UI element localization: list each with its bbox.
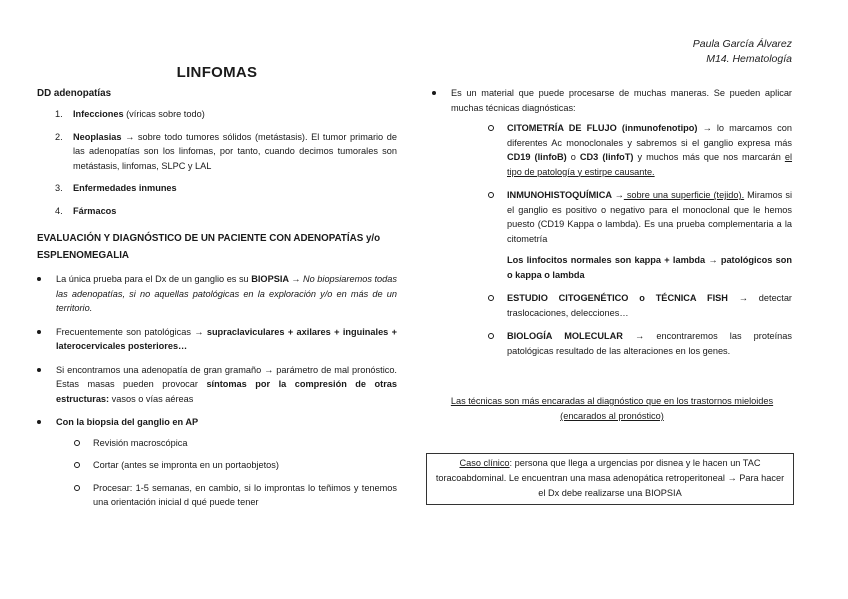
bullet-icon [37, 277, 41, 281]
clinical-case-label: Caso clínico [459, 458, 510, 468]
eval-bullet: Con la biopsia del ganglio en AP Revisión macroscópica Cortar (antes se impronta en un portaobjetos) Procesar: 1-5 semanas, en cambio, si lo improntas lo teñimos y tenemos una orientación inicial d qué puede tener [37, 415, 397, 510]
circle-bullet-icon [488, 295, 494, 301]
bullet-icon [432, 91, 436, 95]
bullet-icon [37, 368, 41, 372]
left-column [37, 66, 397, 519]
biopsy-step: Procesar: 1-5 semanas, en cambio, si lo improntas lo teñimos y tenemos una orientación inicial d qué puede tener [56, 481, 397, 510]
clinical-case-text: : persona que llega a urgencias por disnea y le hacen un TAC toracoabdominal. Le encuentran una masa adenopática retroperitoneal → Para hacer el Dx debe realizarse una BIOPSIA [435, 458, 785, 498]
eval-list [37, 272, 397, 510]
biopsy-steps [56, 436, 397, 510]
biopsy-step: Cortar (antes se impronta en un portaobjetos) [56, 458, 397, 473]
course-name: M14. Hematología [706, 53, 792, 65]
page-header [693, 37, 792, 67]
circle-bullet-icon [74, 440, 80, 446]
kappa-lambda-note: Los linfocitos normales son kappa + lambda → patológicos son o kappa o lambda [507, 255, 792, 280]
author-name: Paula García Álvarez [692, 38, 792, 50]
intro-bullet: Es un material que puede procesarse de muchas maneras. Se pueden aplicar muchas técnicas diagnósticas: CITOMETRÍA DE FLUJO (inmunofenotipo) → lo marcamos con diferentes Ac monoclonales y sabremos si el ganglio expresa más CD19 (linfoB) o CD3 (linfoT) y muchos más que nos marcarán el tipo de patología y estirpe causante. INMUNOHISTOQUÍMICA → sobre una superficie (tejido). Miramos si el ganglio es positivo o negativo para el monoclonal que le hemos puesto (CD19 Kappa o lambda). Es una prueba complementaria a la citometría Los linfocitos normales son kappa + lambda → patológicos son o kappa o lambda ESTUDIO CITOGENÉTICO o TÉCNICA FISH → detectar traslocaciones, delecciones… BIOLOGÍA MOLECULAR → encontraremos las proteínas patológicas resultado de las alteraciones en los genes. [432, 86, 792, 358]
eval-heading: EVALUACIÓN Y DIAGNÓSTICO DE UN PACIENTE CON ADENOPATÍAS y/o ESPLENOMEGALIA [37, 233, 381, 261]
circle-bullet-icon [488, 333, 494, 339]
techniques-note: Las técnicas son más encaradas al diagnóstico que en los trastornos mieloides (encarados al pronóstico) [450, 396, 774, 421]
eval-bullet: Si encontramos una adenopatía de gran gramaño → parámetro de mal pronóstico. Estas masas pueden provocar síntomas por la compresión de otras estructuras: vasos o vías aéreas [37, 363, 397, 407]
circle-bullet-icon [488, 192, 494, 198]
bullet-icon [37, 330, 41, 334]
technique-list [432, 86, 792, 358]
dd-item: 1. Infecciones (víricas sobre todo) [55, 109, 205, 119]
eval-bullet: La única prueba para el Dx de un ganglio es su BIOPSIA → No biopsiaremos todas las adenopatías, si no aquellas patológicas en la exploración y/o en más de un territorio. [37, 272, 397, 316]
dd-item: 4. Fármacos [55, 205, 117, 216]
eval-bullet: Frecuentemente son patológicas → supraclaviculares + axilares + inguinales + laterocervicales posteriores… [37, 325, 397, 354]
circle-bullet-icon [74, 462, 80, 468]
dd-item: 3. Enfermedades inmunes [55, 183, 177, 193]
dd-list [37, 107, 397, 218]
right-column [432, 86, 792, 367]
technique-item-citogenetico: ESTUDIO CITOGENÉTICO o TÉCNICA FISH → detectar traslocaciones, delecciones… [451, 291, 792, 320]
technique-item-citometria: CITOMETRÍA DE FLUJO (inmunofenotipo) → lo marcamos con diferentes Ac monoclonales y sabremos si el ganglio expresa más CD19 (linfoB) o CD3 (linfoT) y muchos más que nos marcarán el tipo de patología y estirpe causante. [451, 121, 792, 179]
technique-item-inmunohistoquimica: INMUNOHISTOQUÍMICA → sobre una superficie (tejido). Miramos si el ganglio es positivo o negativo para el monoclonal que le hemos puesto (CD19 Kappa o lambda). Es una prueba complementaria a la citometría Los linfocitos normales son kappa + lambda → patológicos son o kappa o lambda [451, 188, 792, 282]
biopsy-step: Revisión macroscópica [56, 436, 397, 451]
circle-bullet-icon [74, 485, 80, 491]
technique-sublist [451, 121, 792, 358]
dd-item: 2. Neoplasias → sobre todo tumores sólidos (metástasis). El tumor primario de las adenopatías son los linfomas, por tanto, cuando decimos tumorales son metástasis, linfomas, SLPC y LAL [55, 131, 397, 171]
clinical-case-box [426, 453, 794, 505]
technique-item-biologia: BIOLOGÍA MOLECULAR → encontraremos las proteínas patológicas resultado de las alteraciones en los genes. [451, 329, 792, 358]
bullet-icon [37, 420, 41, 424]
circle-bullet-icon [488, 125, 494, 131]
dd-heading: DD adenopatías [37, 87, 112, 99]
page-title: LINFOMAS [176, 64, 258, 81]
